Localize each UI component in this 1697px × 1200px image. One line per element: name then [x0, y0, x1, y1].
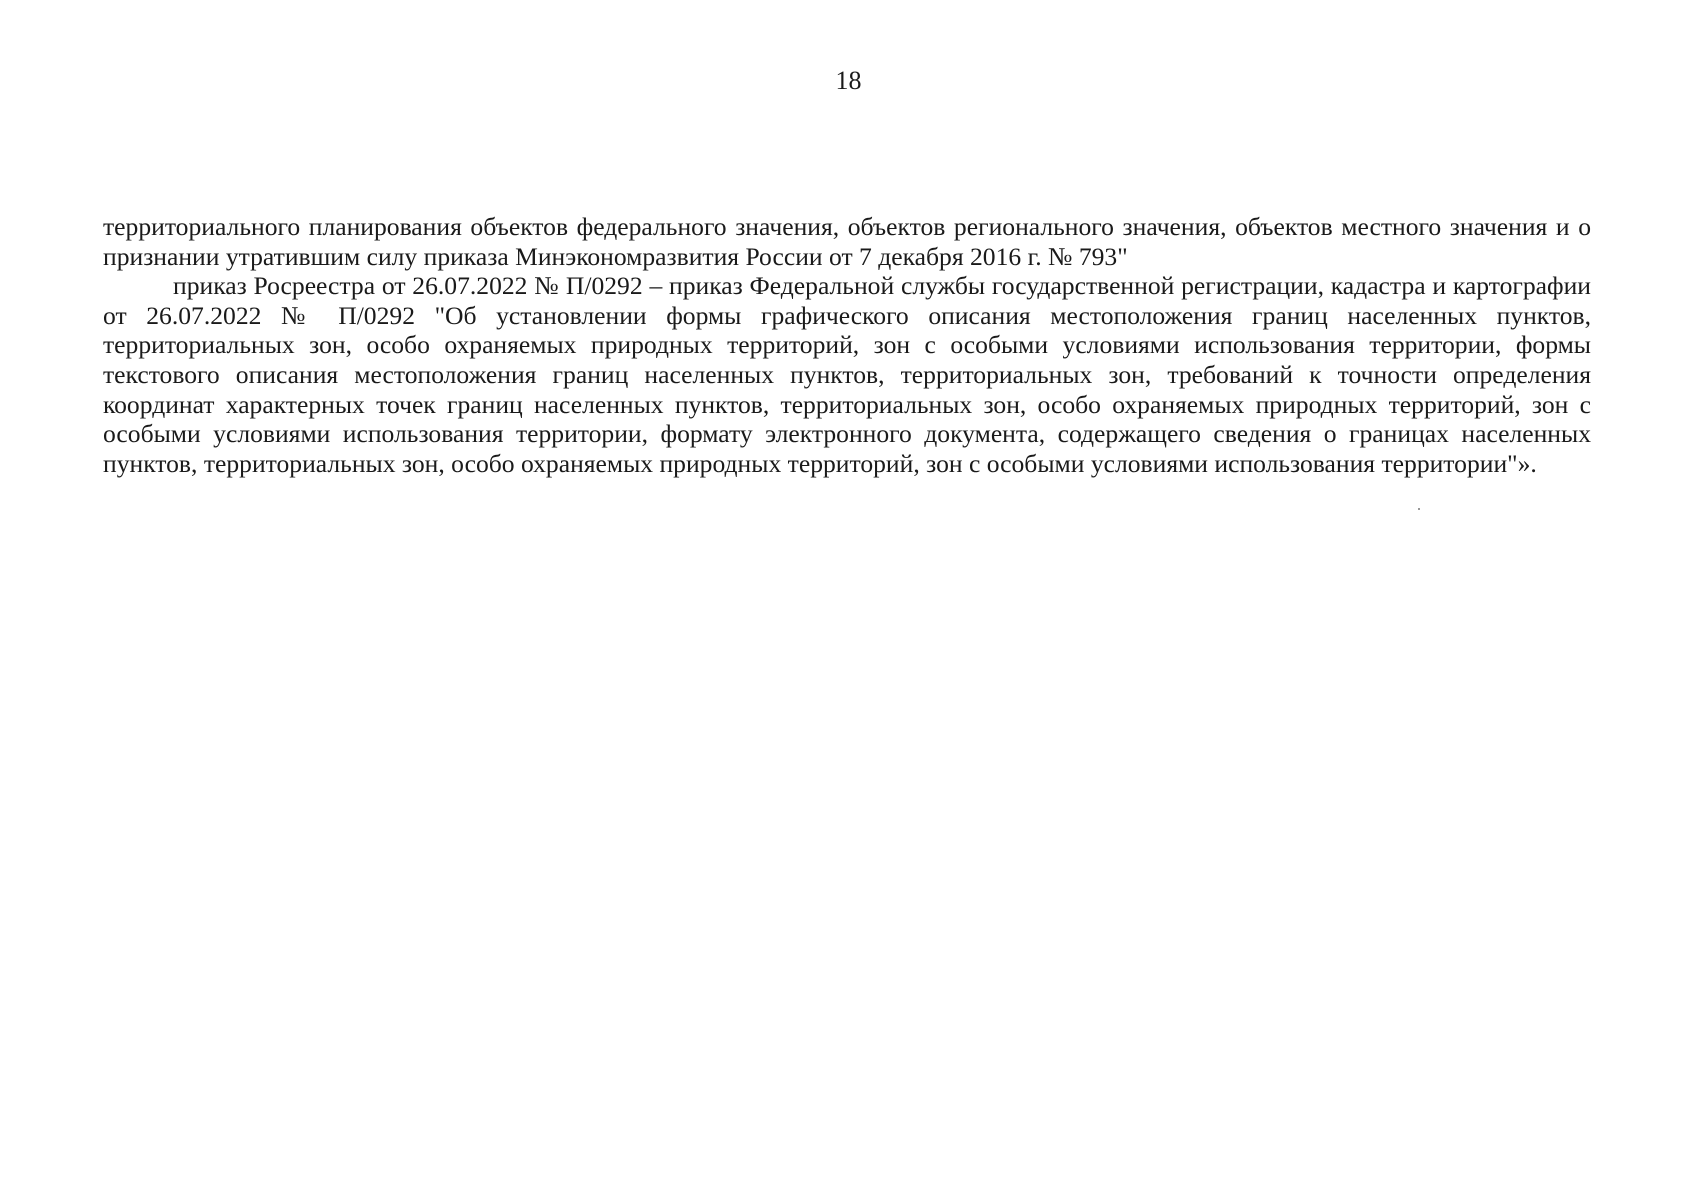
paragraph-continuation: территориального планирования объектов федерального значения, объектов регионального значения, объектов местного значения и о признании утратившим силу приказа Минэкономразвития России от 7 декабря 2016 г. № 793" — [103, 212, 1591, 271]
page-number: 18 — [835, 66, 862, 95]
body-text — [103, 212, 1591, 478]
scan-speck — [1418, 508, 1420, 510]
paragraph-rosreestr-order: приказ Росреестра от 26.07.2022 № П/0292 – приказ Федеральной службы государственной регистрации, кадастра и картографии от 26.07.2022 № П/0292 "Об установлении формы графического описания местоположения границ населенных пунктов, территориальных зон, особо охраняемых природных территорий, зон с особыми условиями использования территории, формы текстового описания местоположения границ населенных пунктов, территориальных зон, требований к точности определения координат характерных точек границ населенных пунктов, территориальных зон, особо охраняемых природных территорий, зон с особыми условиями использования территории, формату электронного документа, содержащего сведения о границах населенных пунктов, территориальных зон, особо охраняемых природных территорий, зон с особыми условиями использования территории"». — [103, 271, 1591, 478]
